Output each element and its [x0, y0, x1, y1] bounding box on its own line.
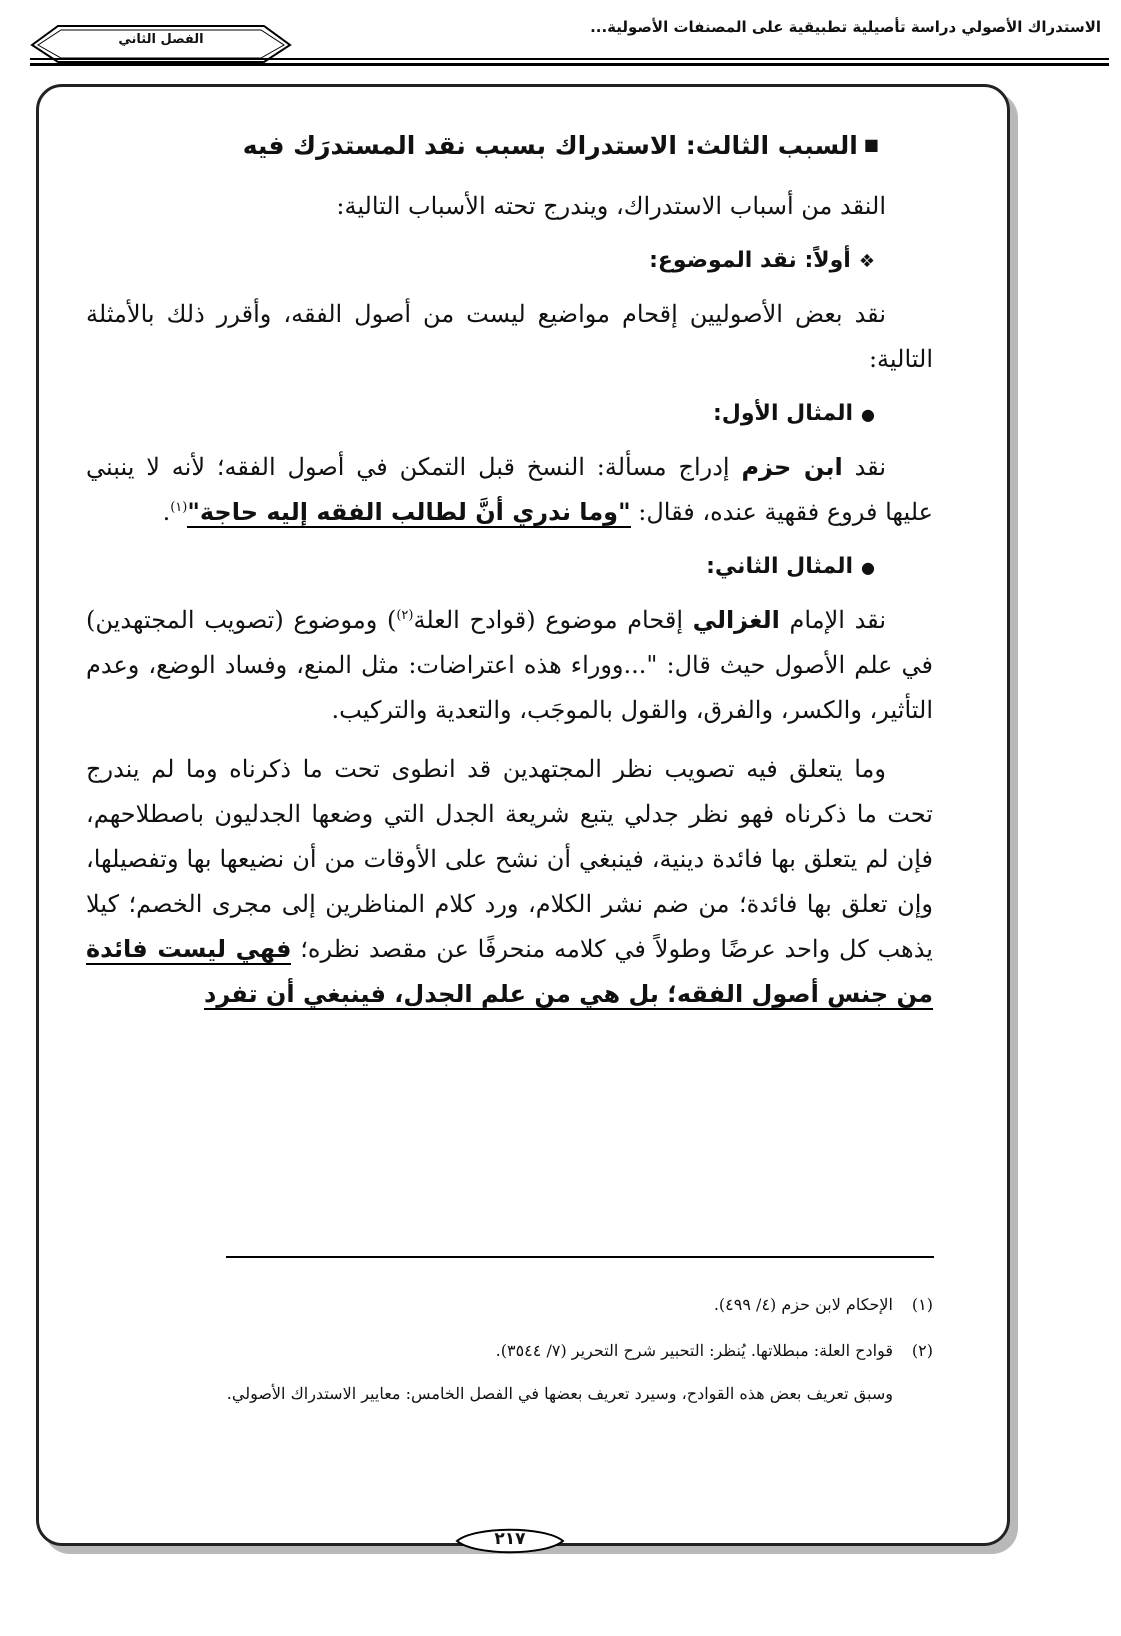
footnote-2-continuation: وسبق تعريف بعض هذه القوادح، وسيرد تعريف بعضها في الفصل الخامس: معايير الاستدراك الأصولي. — [226, 1384, 893, 1403]
header-rule — [30, 58, 1109, 60]
name-ghazali: الغزالي — [692, 606, 780, 634]
paragraph-topic-critique: نقد بعض الأصوليين إقحام مواضيع ليست من أصول الفقه، وأقرر ذلك بالأمثلة التالية: — [86, 300, 933, 373]
quote-underlined: "وما ندري أنَّ لطالب الفقه إليه حاجة" — [187, 498, 631, 526]
name-ibn-hazm: ابن حزم — [741, 453, 843, 481]
footnote-1: (١)الإحكام لابن حزم (٤/ ٤٩٩). — [86, 1282, 933, 1328]
example-one-title: ●المثال الأول: — [713, 401, 875, 426]
page-number: ٢١٧ — [494, 1529, 526, 1549]
page-number-badge — [455, 1526, 565, 1556]
square-bullet-icon: ■ — [863, 135, 879, 154]
footnotes — [86, 1282, 933, 1414]
footnote-ref-1: (١) — [170, 500, 188, 515]
diamond-bullet-icon: ❖ — [858, 251, 875, 272]
paragraph-gap — [86, 733, 933, 747]
circle-bullet-icon: ● — [861, 405, 875, 424]
chapter-label: الفصل الثاني — [118, 32, 204, 47]
header-rule-thick — [30, 63, 1109, 66]
main-content — [86, 125, 933, 1017]
footnote-number: (٢) — [911, 1341, 933, 1360]
quote-continuation-paragraph: وما يتعلق فيه تصويب نظر المجتهدين قد انطوى تحت ما ذكرناه وما لم يندرج تحت ما ذكرناه فهو نظر جدلي يتبع شريعة الجدل التي وضعها الجدليون باصطلاحهم، فإن لم يتعلق بها فائدة دينية، فينبغي أن نشح على الأوقات من أن نضيعها بها وتفصيلها، وإن تعلق بها فائدة؛ من ضم نشر الكلام، ورد كلام المناظرين إلى مجرى الخصم؛ كيلا يذهب كل واحد عرضًا وطولاً في كلامه منحرفًا عن مقصد نظره؛ فهي ليست فائدة من جنس أصول الفقه؛ بل هي من علم الجدل، فينبغي أن تفرد — [86, 755, 933, 1008]
subheading-first: ❖أولاً: نقد الموضوع: — [649, 248, 875, 273]
intro-paragraph: النقد من أسباب الاستدراك، ويندرج تحته الأسباب التالية: — [336, 192, 886, 220]
example-two-paragraph: نقد الإمام الغزالي إقحام موضوع (قوادح العلة$^{(٢)}$) وموضوع (تصويب المجتهدين) في علم الأصول حيث قال: "...ووراء هذه اعتراضات: مثل المنع، وفساد الوضع، وعدم التأثير، والكسر، والفرق، والقول بالموجَب، والتعدية والتركيب. — [86, 606, 933, 724]
bold-underlined-conclusion: فهي ليست فائدة من جنس أصول الفقه؛ بل هي من علم الجدل، فينبغي أن تفرد — [86, 935, 933, 1008]
footnote-ref-2: (٢) — [396, 608, 414, 623]
running-header-title: الاستدراك الأصولي دراسة تأصيلية تطبيقية على المصنفات الأصولية... — [590, 18, 1101, 36]
example-one-paragraph: نقد ابن حزم إدراج مسألة: النسخ قبل التمكن في أصول الفقه؛ لأنه لا ينبني عليها فروع فقهية عنده، فقال: "وما ندري أنَّ لطالب الفقه إليه حاجة"$^{(١)}$. — [86, 453, 933, 526]
footnote-separator — [226, 1256, 934, 1258]
footnote-2: (٢)قوادح العلة: مبطلاتها. يُنظر: التحبير شرح التحرير (٧/ ٣٥٤٤). — [86, 1328, 933, 1374]
footnote-number: (١) — [911, 1295, 933, 1314]
section-heading: ■السبب الثالث: الاستدراك بسبب نقد المستدرَك فيه — [242, 131, 879, 160]
circle-bullet-icon: ● — [861, 558, 875, 577]
example-two-title: ●المثال الثاني: — [706, 554, 875, 579]
